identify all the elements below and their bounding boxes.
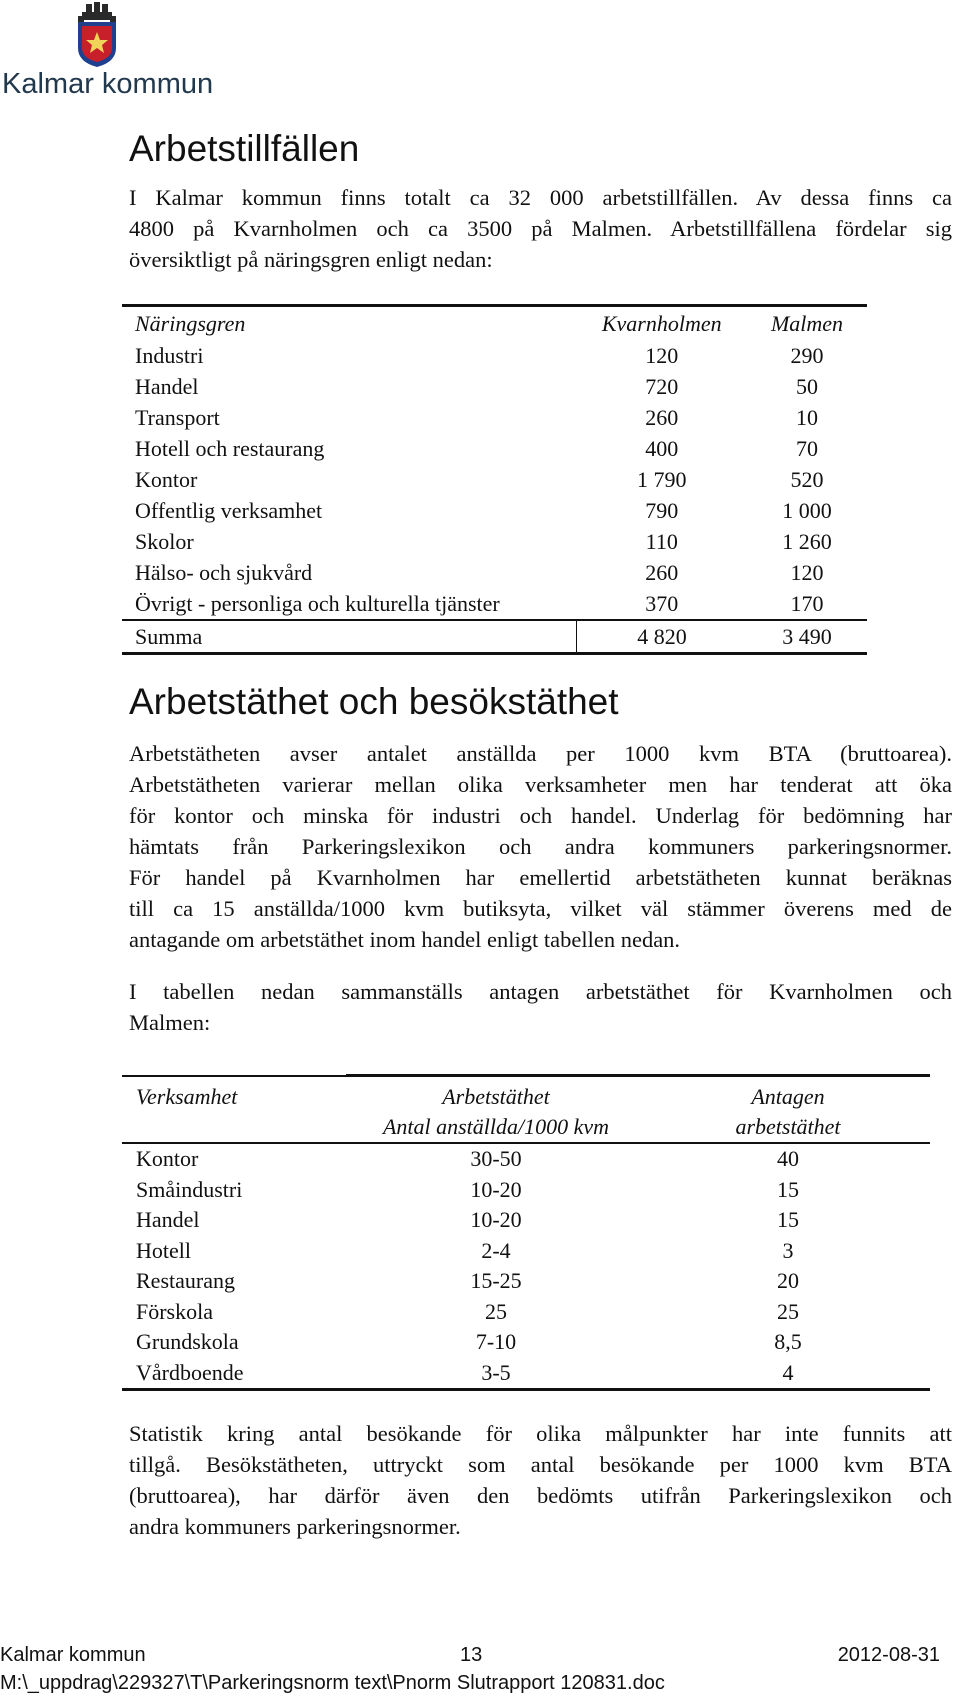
activity-cell: Handel (136, 1207, 200, 1232)
table-row (122, 1358, 930, 1390)
footer-date: 2012-08-31 (837, 1644, 940, 1666)
assumed-density-cell: 40 (777, 1146, 799, 1171)
table-row (122, 1236, 930, 1267)
malmen-cell: 10 (796, 405, 818, 430)
castle-crest-icon (72, 2, 122, 68)
paragraph-line: Arbetstätheten varierar mellan olika verksamheter men har tenderat att öka (129, 772, 952, 797)
sector-cell: Hotell och restaurang (135, 436, 325, 461)
paragraph-line: I tabellen nedan sammanställs antagen arbetstäthet för Kvarnholmen och (129, 979, 952, 1004)
work-density-table (122, 1074, 930, 1391)
kvarnholmen-cell: 790 (645, 498, 679, 523)
density-paragraph (129, 738, 952, 955)
paragraph-line: 4800 på Kvarnholmen och ca 3500 på Malmen. Arbetstillfällena fördelar sig (129, 216, 952, 241)
paragraph-line: för kontor och minska för industri och handel. Underlag för bedömning har (129, 803, 952, 828)
table-row (122, 402, 867, 433)
sector-cell: Hälso- och sjukvård (135, 560, 313, 585)
table-row (122, 1297, 930, 1328)
column-header-antagen (646, 1076, 930, 1144)
paragraph-line: Arbetstätheten avser antalet anställda per 1000 kvm BTA (bruttoarea). (129, 741, 952, 766)
malmen-cell: 1 000 (782, 498, 832, 523)
assumed-density-cell: 25 (777, 1298, 799, 1324)
activity-cell: Restaurang (136, 1268, 235, 1293)
table-row (122, 433, 867, 464)
table-row (122, 557, 867, 588)
sector-cell: Offentlig verksamhet (135, 498, 323, 523)
density-range-cell: 10-20 (470, 1176, 522, 1202)
malmen-cell: 170 (747, 588, 867, 620)
kvarnholmen-cell: 720 (645, 374, 679, 399)
footer-file-path: M:\_uppdrag\229327\T\Parkeringsnorm text\Pnorm Slutrapport 120831.doc (0, 1672, 665, 1694)
employment-by-sector-table (122, 304, 867, 655)
footer-org: Kalmar kommun (0, 1644, 146, 1666)
activity-cell: Vårdboende (122, 1358, 346, 1390)
activity-cell: Småindustri (136, 1176, 243, 1202)
kvarnholmen-cell: 370 (577, 588, 748, 620)
table-row (122, 371, 867, 402)
sector-cell: Industri (135, 343, 204, 368)
activity-cell: Grundskola (136, 1329, 239, 1354)
density-range-cell: 10-20 (470, 1207, 522, 1232)
sector-cell: Handel (135, 374, 199, 399)
column-header-sector: Näringsgren (122, 306, 577, 341)
header-line: Arbetstäthet (442, 1084, 550, 1109)
sector-cell: Transport (135, 405, 220, 430)
intro-paragraph (129, 182, 952, 275)
density-range-cell: 7-10 (475, 1329, 517, 1354)
sector-cell: Skolor (135, 529, 194, 554)
sector-cell: Övrigt - personliga och kulturella tjänster (122, 588, 577, 620)
malmen-cell: 520 (790, 467, 824, 492)
sector-cell: Kontor (135, 467, 198, 492)
page-footer-path (0, 1672, 940, 1698)
logo-text: Kalmar kommun (2, 68, 214, 100)
table-row (122, 495, 867, 526)
footer-page-number: 13 (460, 1644, 483, 1666)
column-header-verksamhet: Verksamhet (122, 1076, 346, 1144)
assumed-density-cell: 4 (646, 1358, 930, 1390)
table-header-row (122, 1076, 930, 1144)
assumed-density-cell: 20 (777, 1268, 799, 1293)
density-range-cell: 30-50 (470, 1146, 522, 1171)
kvarnholmen-cell: 110 (645, 529, 678, 554)
kvarnholmen-cell: 1 790 (637, 467, 687, 492)
kalmar-kommun-logo (0, 0, 214, 110)
activity-cell: Förskola (136, 1298, 213, 1324)
table-row (122, 588, 867, 620)
column-header-kvarnholmen: Kvarnholmen (577, 306, 748, 341)
table-row (122, 1327, 930, 1358)
kvarnholmen-cell: 400 (645, 436, 679, 461)
paragraph-line: hämtats från Parkeringslexikon och andra kommuners parkeringsnormer. (129, 834, 952, 859)
header-line: Antal anställda/1000 kvm (382, 1114, 610, 1139)
assumed-density-cell: 3 (782, 1237, 794, 1263)
header-line: arbetstäthet (735, 1114, 841, 1139)
table-header-row (122, 306, 867, 341)
table-row (122, 526, 867, 557)
assumed-density-cell: 15 (777, 1207, 799, 1232)
paragraph-line: antagande om arbetstäthet inom handel enligt tabellen nedan. (129, 927, 681, 952)
page-footer (0, 1644, 940, 1670)
table-row (122, 1266, 930, 1297)
paragraph-line: (bruttoarea), har därför även den bedömts utifrån Parkeringslexikon och (129, 1483, 952, 1508)
malmen-cell: 70 (796, 436, 818, 461)
visitor-density-paragraph (129, 1418, 952, 1542)
paragraph-line: översiktligt på näringsgren enligt nedan: (129, 247, 493, 272)
density-range-cell: 3-5 (346, 1358, 646, 1390)
malmen-cell: 50 (796, 374, 818, 399)
table-intro-paragraph (129, 976, 952, 1038)
table-row (122, 1205, 930, 1236)
total-malmen: 3 490 (747, 620, 867, 654)
assumed-density-cell: 15 (777, 1176, 799, 1202)
activity-cell: Hotell (136, 1237, 191, 1263)
malmen-cell: 290 (790, 343, 824, 368)
kvarnholmen-cell: 120 (645, 343, 679, 368)
table-row (122, 340, 867, 371)
table-row (122, 1175, 930, 1206)
paragraph-line: Statistik kring antal besökande för olika målpunkter har inte funnits att (129, 1421, 952, 1446)
density-range-cell: 25 (485, 1298, 507, 1324)
kvarnholmen-cell: 260 (645, 405, 679, 430)
paragraph-line: För handel på Kvarnholmen har emellertid arbetstätheten kunnat beräknas (129, 865, 952, 890)
paragraph-line: Malmen: (129, 1010, 211, 1035)
kvarnholmen-cell: 260 (645, 560, 679, 585)
malmen-cell: 120 (790, 560, 824, 585)
table-row (122, 464, 867, 495)
header-line: Antagen (751, 1084, 825, 1109)
paragraph-line: till ca 15 anställda/1000 kvm butiksyta, vilket väl stämmer överens med de (129, 896, 952, 921)
activity-cell: Kontor (136, 1146, 199, 1171)
paragraph-line: tillgå. Besökstätheten, uttryckt som antal besökande per 1000 kvm BTA (129, 1452, 952, 1477)
column-header-malmen: Malmen (747, 306, 867, 341)
assumed-density-cell: 8,5 (774, 1329, 802, 1354)
total-kvarnholmen: 4 820 (577, 620, 748, 654)
section-title-arbetstathet: Arbetstäthet och besökstäthet (129, 681, 619, 722)
malmen-cell: 1 260 (782, 529, 832, 554)
column-header-arbetstathet (346, 1076, 646, 1144)
paragraph-line: andra kommuners parkeringsnormer. (129, 1514, 461, 1539)
density-range-cell: 15-25 (470, 1268, 522, 1293)
table-row (122, 1143, 930, 1175)
table-total-row (122, 620, 867, 654)
density-range-cell: 2-4 (481, 1237, 511, 1263)
total-label: Summa (122, 620, 577, 654)
section-title-arbetstillfallen: Arbetstillfällen (129, 128, 360, 169)
paragraph-line: I Kalmar kommun finns totalt ca 32 000 arbetstillfällen. Av dessa finns ca (129, 185, 952, 210)
